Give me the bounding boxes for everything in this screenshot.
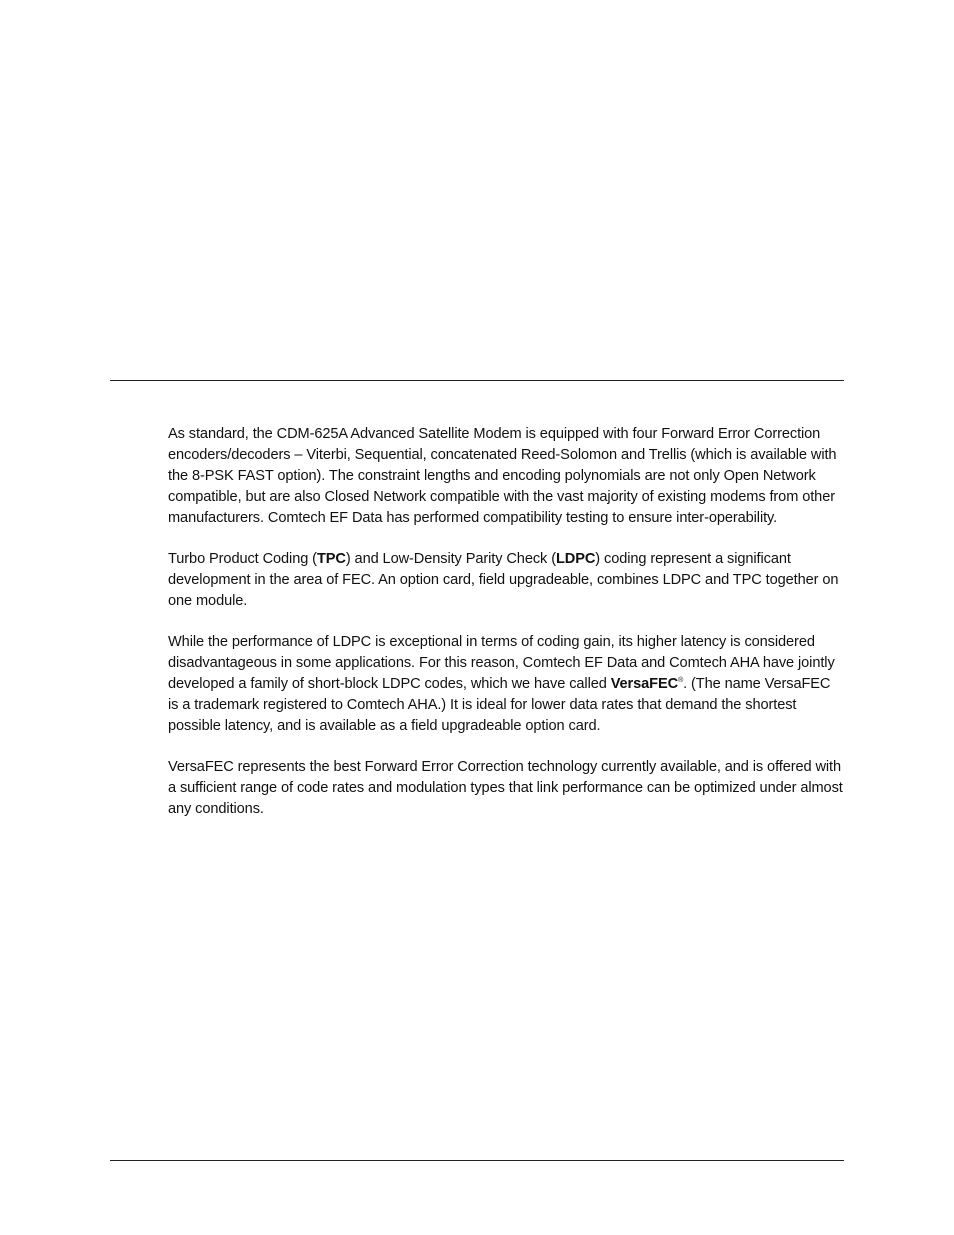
paragraph-versafec-intro — [168, 632, 844, 737]
paragraph-text: ) coding represent a significant development in the area of FEC. An option card, field upgradeable, combines LDPC and TPC together on one module. — [168, 551, 839, 609]
ldpc-term: LDPC — [555, 551, 596, 567]
header-divider — [110, 380, 844, 381]
paragraph-tpc-ldpc — [168, 549, 844, 612]
paragraph-versafec-summary: VersaFEC represents the best Forward Error Correction technology currently available, and is offered with a sufficient range of code rates and modulation types that link performance can be optimized under almost any conditions. — [168, 759, 843, 817]
footer-divider — [110, 1160, 844, 1161]
registered-mark: ® — [678, 677, 684, 685]
paragraph-text: Turbo Product Coding ( — [168, 551, 317, 567]
paragraph-text: While the performance of LDPC is exceptional in terms of coding gain, its higher latency is considered disadvantageous in some applications. For this reason, Comtech EF Data and Comtech AHA have jointly developed a family of short-block LDPC codes, which we have called — [168, 634, 835, 692]
versafec-term: VersaFEC — [610, 676, 679, 692]
paragraph-fec-standard: As standard, the CDM-625A Advanced Satellite Modem is equipped with four Forward Error Correction encoders/decoders – Viterbi, Sequential, concatenated Reed-Solomon and Trellis (which is available with the 8-PSK FAST option). The constraint lengths and encoding polynomials are not only Open Network compatible, but are also Closed Network compatible with the vast majority of existing modems from other manufacturers. Comtech EF Data has performed compatibility testing to ensure inter-operability. — [168, 426, 837, 526]
tpc-term: TPC — [316, 551, 346, 567]
document-body — [168, 424, 844, 840]
paragraph-text: . (The name VersaFEC is a trademark registered to Comtech AHA.) It is ideal for lower data rates that demand the shortest possible latency, and is available as a field upgradeable option card. — [168, 676, 831, 734]
paragraph-text: ) and Low-Density Parity Check ( — [345, 551, 556, 567]
